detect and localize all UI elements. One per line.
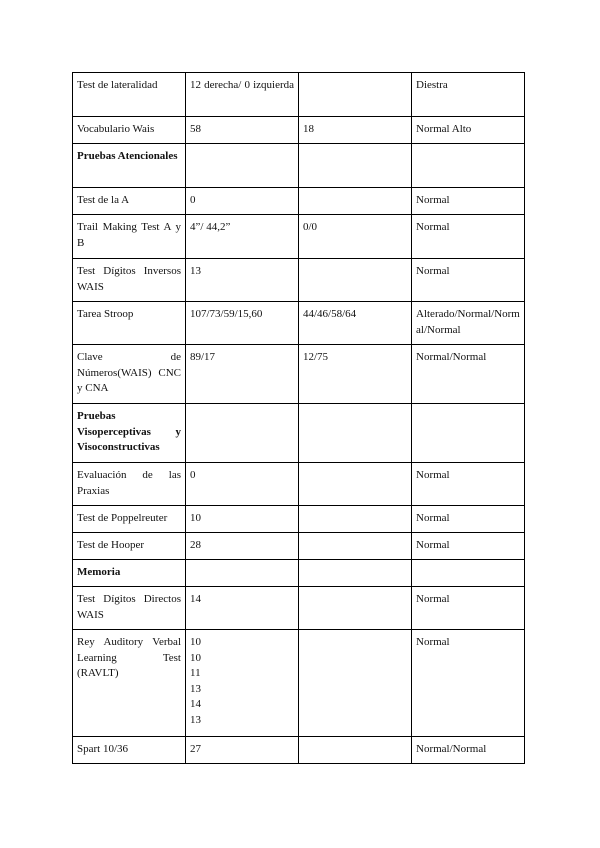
test-name: Tarea Stroop bbox=[73, 302, 186, 345]
table-row bbox=[73, 117, 525, 144]
test-name: Trail Making Test A y B bbox=[73, 215, 186, 259]
result: Normal bbox=[412, 463, 525, 506]
raw-score-list bbox=[186, 630, 299, 737]
section-row bbox=[73, 144, 525, 188]
result: Diestra bbox=[412, 73, 525, 117]
result: Normal/Normal bbox=[412, 737, 525, 764]
table-row bbox=[73, 506, 525, 533]
scaled-score: 0/0 bbox=[299, 215, 412, 259]
result: Normal bbox=[412, 506, 525, 533]
scaled-score: 12/75 bbox=[299, 345, 412, 404]
raw-score: 4”/ 44,2” bbox=[186, 215, 299, 259]
table-row bbox=[73, 215, 525, 259]
test-name: Clave de Números(WAIS) CNC y CNA bbox=[73, 345, 186, 404]
table-row bbox=[73, 188, 525, 215]
test-name: Vocabulario Wais bbox=[73, 117, 186, 144]
raw-score: 27 bbox=[186, 737, 299, 764]
table-row bbox=[73, 587, 525, 630]
raw-score: 12 derecha/ 0 izquierda bbox=[186, 73, 299, 117]
raw-score: 0 bbox=[186, 188, 299, 215]
result: Alterado/Normal/Normal/Normal bbox=[412, 302, 525, 345]
trial-score: 14 bbox=[190, 698, 201, 710]
result: Normal Alto bbox=[412, 117, 525, 144]
raw-score: 89/17 bbox=[186, 345, 299, 404]
test-name: Test de la A bbox=[73, 188, 186, 215]
test-name: Evaluación de las Praxias bbox=[73, 463, 186, 506]
test-name: Spart 10/36 bbox=[73, 737, 186, 764]
test-name: Test de Hooper bbox=[73, 533, 186, 560]
raw-score: 10 bbox=[186, 506, 299, 533]
table-row bbox=[73, 533, 525, 560]
raw-score: 14 bbox=[186, 587, 299, 630]
section-heading: Memoria bbox=[73, 560, 186, 587]
result: Normal bbox=[412, 188, 525, 215]
scaled-score bbox=[299, 737, 412, 764]
result: Normal bbox=[412, 587, 525, 630]
result: Normal bbox=[412, 215, 525, 259]
scaled-score bbox=[299, 259, 412, 302]
result: Normal bbox=[412, 630, 525, 737]
trial-score: 10 bbox=[190, 636, 201, 648]
table-row bbox=[73, 73, 525, 117]
scaled-score bbox=[299, 587, 412, 630]
table-row bbox=[73, 630, 525, 737]
test-name: Test Dígitos Inversos WAIS bbox=[73, 259, 186, 302]
raw-score: 107/73/59/15,60 bbox=[186, 302, 299, 345]
result: Normal/Normal bbox=[412, 345, 525, 404]
raw-score: 13 bbox=[186, 259, 299, 302]
raw-score: 28 bbox=[186, 533, 299, 560]
section-row bbox=[73, 560, 525, 587]
section-row bbox=[73, 404, 525, 463]
section-heading: Pruebas Atencionales bbox=[73, 144, 186, 188]
scaled-score bbox=[299, 506, 412, 533]
trial-score: 10 bbox=[190, 651, 201, 664]
scaled-score bbox=[299, 533, 412, 560]
test-name: Test de Poppelreuter bbox=[73, 506, 186, 533]
table-row bbox=[73, 737, 525, 764]
result: Normal bbox=[412, 259, 525, 302]
results-table bbox=[72, 72, 525, 764]
scaled-score bbox=[299, 73, 412, 117]
table-row bbox=[73, 259, 525, 302]
test-name: Test Dígitos Directos WAIS bbox=[73, 587, 186, 630]
test-name: Rey Auditory Verbal Learning Test (RAVLT) bbox=[73, 630, 186, 737]
table-row bbox=[73, 302, 525, 345]
raw-score: 0 bbox=[186, 463, 299, 506]
trial-score: 11 bbox=[190, 667, 201, 679]
scaled-score bbox=[299, 463, 412, 506]
raw-score: 58 bbox=[186, 117, 299, 144]
scaled-score bbox=[299, 630, 412, 737]
table-row bbox=[73, 345, 525, 404]
trial-score: 13 bbox=[190, 713, 201, 726]
table-row bbox=[73, 463, 525, 506]
test-name: Test de lateralidad bbox=[73, 73, 186, 117]
scaled-score: 44/46/58/64 bbox=[299, 302, 412, 345]
trial-score: 13 bbox=[190, 682, 201, 695]
result: Normal bbox=[412, 533, 525, 560]
scaled-score: 18 bbox=[299, 117, 412, 144]
section-heading: Pruebas Visoperceptivas y Visoconstructivas bbox=[73, 404, 186, 463]
scaled-score bbox=[299, 188, 412, 215]
